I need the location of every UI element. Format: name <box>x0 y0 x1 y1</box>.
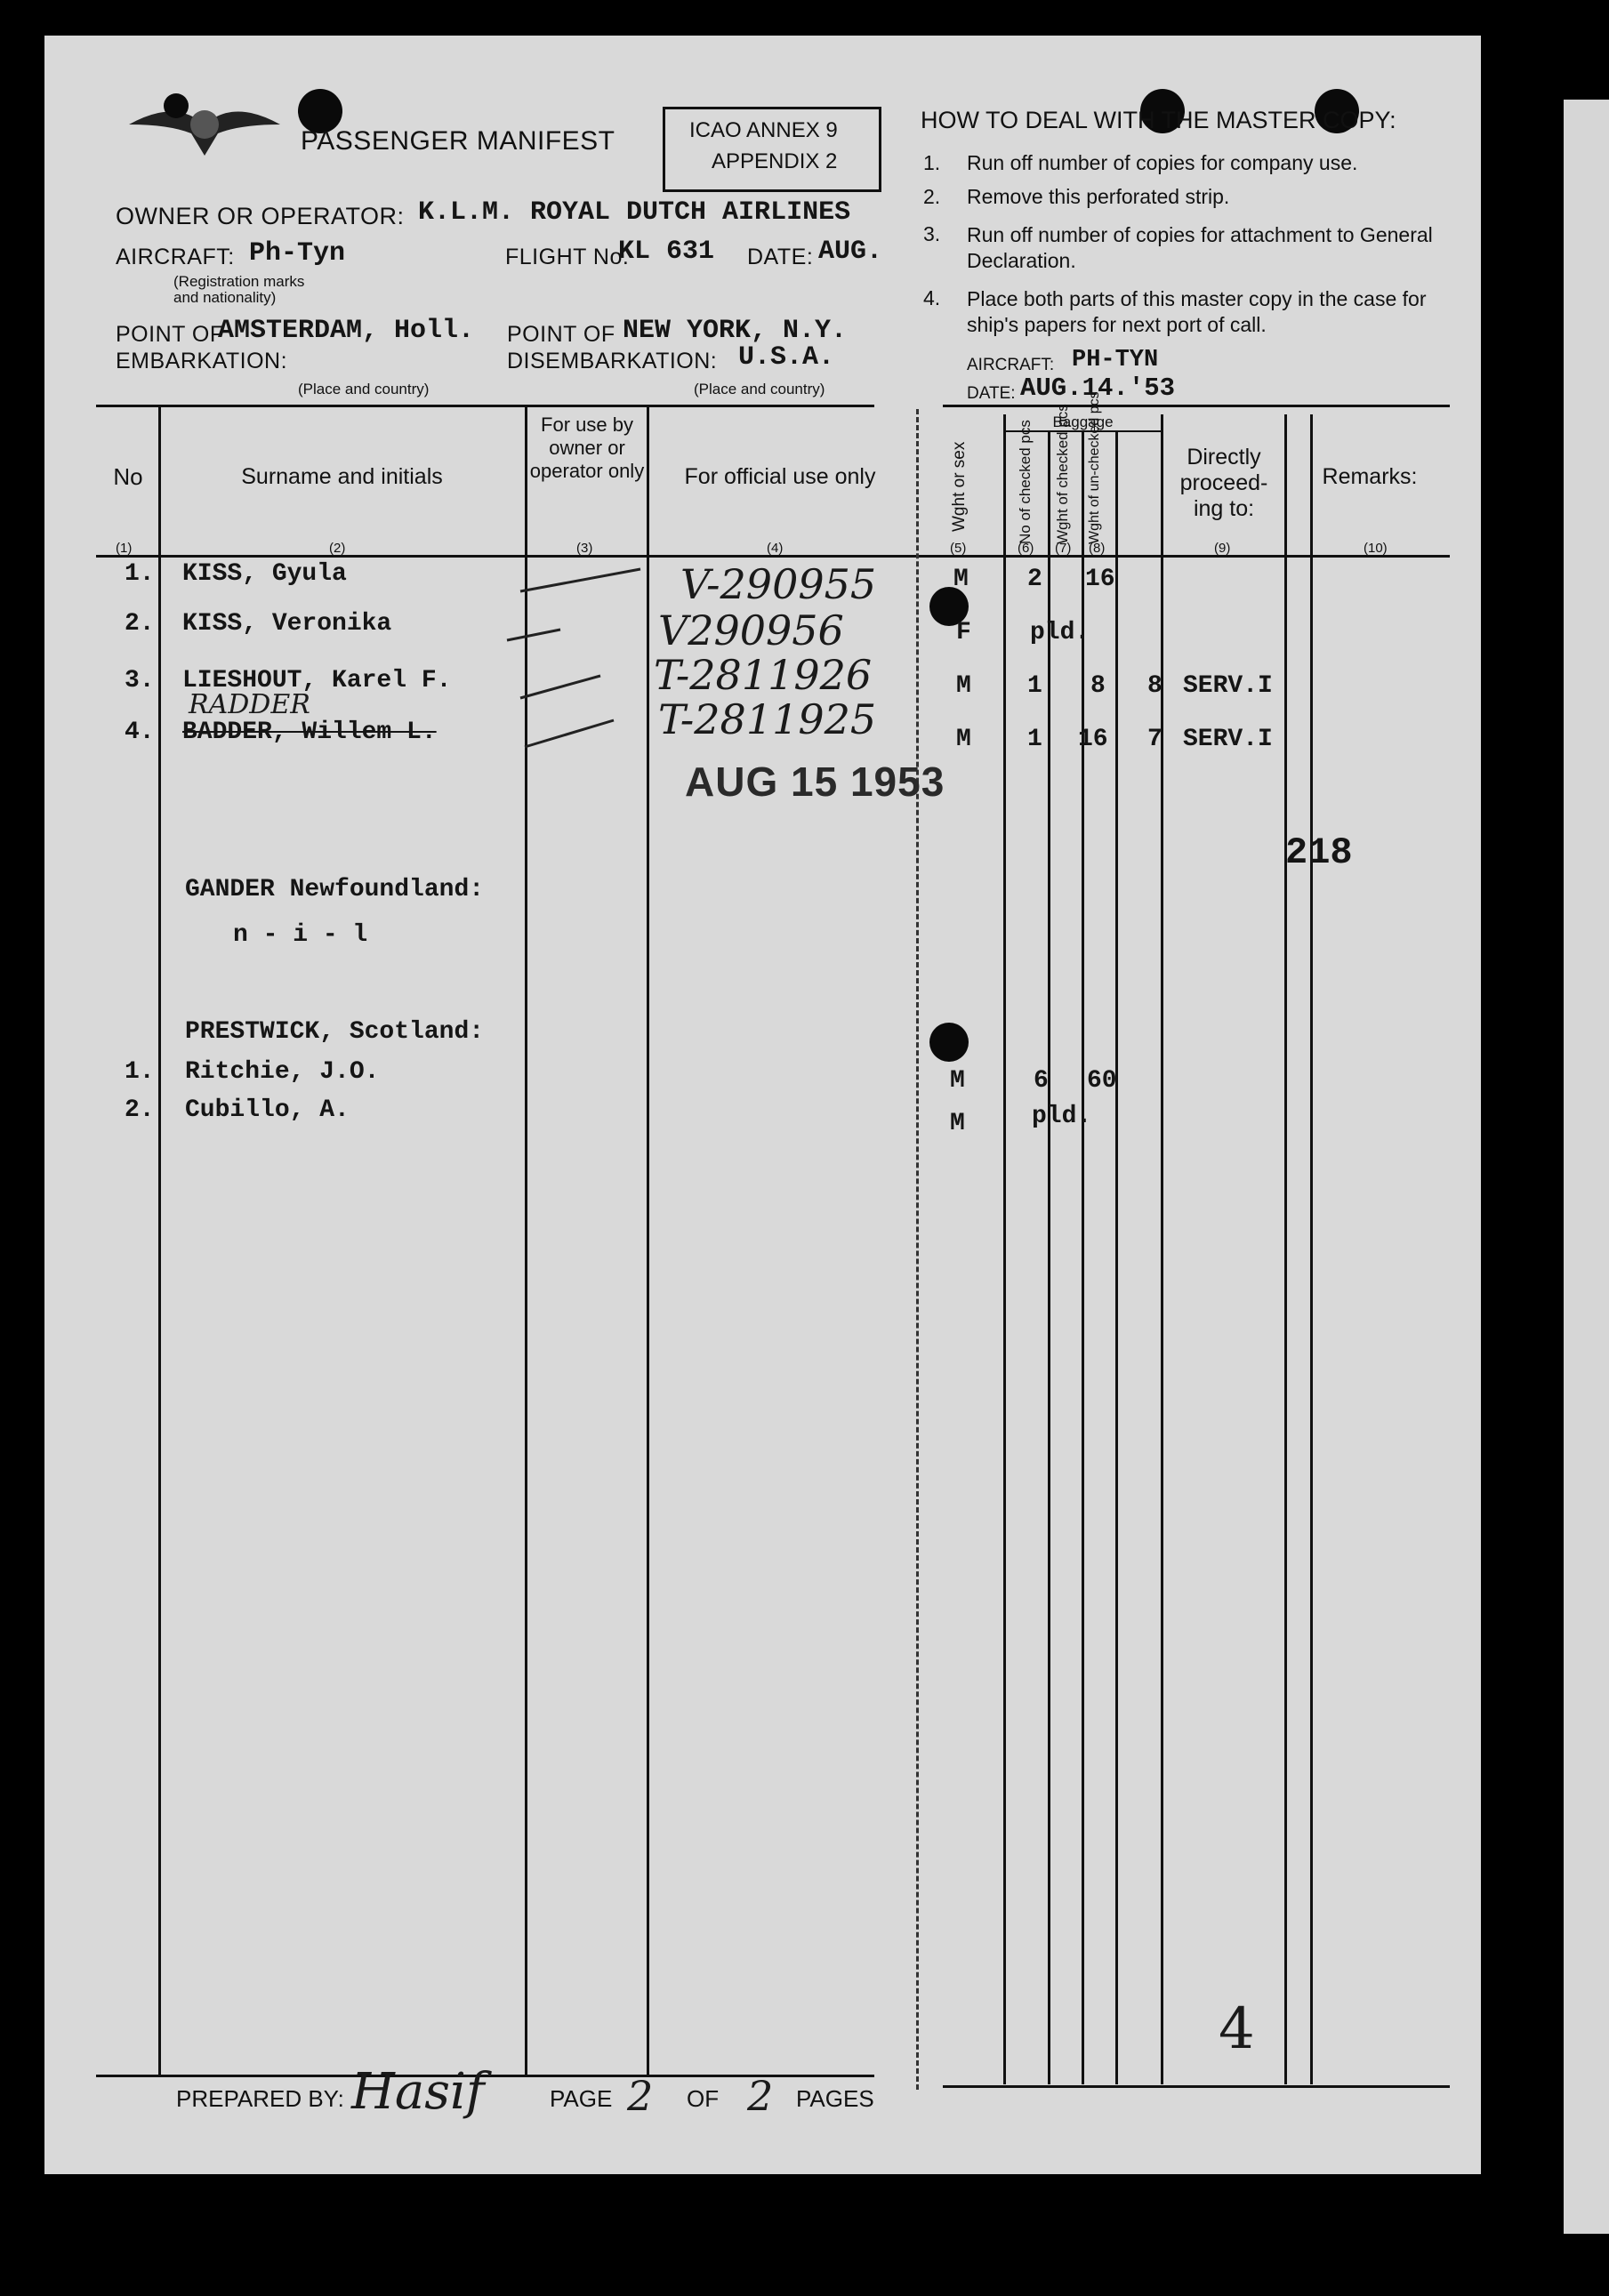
header-checked-pcs: No of checked pcs <box>1017 420 1034 544</box>
perforation-line <box>916 409 919 2090</box>
manifest-title: PASSENGER MANIFEST <box>301 126 615 156</box>
prestwick-row-name: Ritchie, J.O. <box>185 1058 380 1086</box>
row-official-number: V-290955 <box>680 560 877 608</box>
remark-number: 218 <box>1285 831 1353 874</box>
instruction-text: Remove this perforated strip. <box>967 185 1230 208</box>
embark-sublabel: (Place and country) <box>298 381 430 397</box>
col-divider <box>1082 430 1084 2084</box>
header-official: For official use only <box>684 464 876 489</box>
perforated-strip <box>1564 100 1609 2234</box>
prestwick-row-sex: M <box>950 1110 965 1137</box>
row-checked-pcs: 2 <box>1027 566 1042 593</box>
strip-aircraft-value: PH-TYN <box>1072 347 1159 373</box>
prestwick-row-pcs: pld. <box>1032 1103 1092 1130</box>
disembark-sublabel: (Place and country) <box>694 381 825 397</box>
row-no: 2. <box>125 610 155 638</box>
row-sex: F <box>956 619 971 646</box>
col-divider <box>1161 414 1163 2084</box>
row-official-number: T-2811925 <box>658 695 877 743</box>
disembark-value: NEW YORK, N.Y. <box>623 316 848 346</box>
icao-appendix-label: APPENDIX 2 <box>712 149 838 173</box>
row-official-number: T-2811926 <box>654 651 873 699</box>
flight-value: KL 631 <box>618 237 715 267</box>
owner-column-marks <box>498 551 658 756</box>
row-unchecked-wght: 7 <box>1147 726 1163 753</box>
instructions-heading: HOW TO DEAL WITH THE MASTER COPY: <box>921 107 1396 133</box>
pages-label: PAGES <box>796 2085 874 2112</box>
row-unchecked-wght: 8 <box>1147 672 1163 700</box>
row-checked-pcs: pld. <box>1030 619 1090 646</box>
col-number: (1) <box>116 541 133 556</box>
strip-date-label: DATE: <box>967 384 1016 403</box>
col-number: (10) <box>1364 541 1388 556</box>
strip-date-value: AUG.14.'53 <box>1020 373 1176 403</box>
row-name: BADDER, Willem L. <box>182 719 437 746</box>
aircraft-label: AIRCRAFT: <box>116 245 235 269</box>
col-divider <box>158 405 161 2075</box>
header-owner-use: For use by owner or operator only <box>529 413 645 482</box>
row-checked-pcs: 1 <box>1027 672 1042 700</box>
disembark-label-2: DISEMBARKATION: <box>507 349 718 373</box>
date-label: DATE: <box>747 245 814 269</box>
row-name: KISS, Veronika <box>182 610 392 638</box>
row-sex: M <box>956 672 971 700</box>
prestwick-row-wght: 60 <box>1087 1067 1117 1095</box>
header-directly: Directly proceed-ing to: <box>1179 445 1268 521</box>
aircraft-value: Ph-Tyn <box>249 238 346 269</box>
col-number: (6) <box>1018 541 1034 556</box>
table-top-rule-right <box>943 405 1450 407</box>
header-checked-wght: Wght of checked pcs <box>1054 404 1071 544</box>
table-top-rule <box>96 405 874 407</box>
strip-aircraft-label: AIRCRAFT: <box>967 356 1055 374</box>
row-checked-pcs: 1 <box>1027 726 1042 753</box>
icao-annex-label: ICAO ANNEX 9 <box>689 118 838 142</box>
row-sex: M <box>953 566 969 593</box>
table-bottom-rule-right <box>943 2085 1450 2088</box>
total-pages: 2 <box>747 2072 774 2120</box>
col-number: (3) <box>576 541 593 556</box>
col-number: (4) <box>767 541 784 556</box>
instruction-text: Place both parts of this master copy in the case for ship's papers for next port of call. <box>967 287 1427 336</box>
embark-label-2: EMBARKATION: <box>116 349 288 373</box>
row-name: LIESHOUT, Karel F. <box>182 667 452 694</box>
instruction-num: 2. <box>923 185 941 208</box>
preparer-signature: Hasif <box>351 2063 485 2121</box>
col-divider <box>1310 414 1313 2084</box>
flight-label: FLIGHT No. <box>505 245 630 269</box>
instruction-num: 3. <box>923 222 941 245</box>
col-number: (2) <box>329 541 346 556</box>
col-divider <box>1115 430 1118 2084</box>
gander-line: GANDER Newfoundland: <box>185 876 485 903</box>
received-date-stamp: AUG 15 1953 <box>685 759 945 805</box>
row-checked-wght: 16 <box>1085 566 1115 593</box>
col-number: (9) <box>1214 541 1231 556</box>
row-name: KISS, Gyula <box>182 560 347 588</box>
instruction-num: 4. <box>923 286 941 309</box>
row-no: 1. <box>125 560 155 588</box>
col-number: (8) <box>1089 541 1106 556</box>
row-sex: M <box>956 726 971 753</box>
row-directly: SERV.I <box>1183 726 1273 753</box>
row-no: 3. <box>125 667 155 694</box>
page-number: 2 <box>627 2072 654 2120</box>
prestwick-row-sex: M <box>950 1067 965 1095</box>
prestwick-row-pcs: 6 <box>1034 1067 1049 1095</box>
col-number: (7) <box>1055 541 1072 556</box>
col-divider <box>1003 414 1006 2084</box>
page-label: PAGE <box>550 2085 613 2112</box>
klm-logo-icon <box>125 84 285 165</box>
prestwick-row-no: 2. <box>125 1096 155 1124</box>
disembark-label: POINT OF <box>507 322 615 347</box>
embark-value: AMSTERDAM, Holl. <box>218 316 475 346</box>
col-number: (5) <box>950 541 967 556</box>
owner-value: K.L.M. ROYAL DUTCH AIRLINES <box>418 197 851 228</box>
prestwick-line: PRESTWICK, Scotland: <box>185 1018 485 1046</box>
row-official-number: V290956 <box>658 606 844 654</box>
prepared-by-label: PREPARED BY: <box>176 2085 344 2112</box>
row-directly: SERV.I <box>1183 672 1273 700</box>
row-no: 4. <box>125 719 155 746</box>
instruction-text: Run off number of copies for attachment to General Declaration. <box>967 223 1433 272</box>
row-checked-wght: 16 <box>1078 726 1108 753</box>
disembark-value-country: U.S.A. <box>738 342 835 373</box>
owner-label: OWNER OR OPERATOR: <box>116 203 405 229</box>
name-correction: RADDER <box>189 689 310 720</box>
col-divider <box>1284 414 1287 2084</box>
prestwick-row-name: Cubillo, A. <box>185 1096 350 1124</box>
header-no: No <box>113 463 143 490</box>
aircraft-sublabel: (Registration marks and nationality) <box>173 273 305 306</box>
row-checked-wght: 8 <box>1090 672 1106 700</box>
date-value: AUG. <box>818 237 883 267</box>
header-unchecked-wght: Wght of un-checked pcs <box>1087 391 1102 544</box>
corner-mark: 4 <box>1219 1996 1255 2062</box>
header-baggage: Baggage <box>1052 413 1114 430</box>
instruction-text: Run off number of copies for company use. <box>967 151 1358 174</box>
instruction-num: 1. <box>923 151 941 174</box>
prestwick-row-no: 1. <box>125 1058 155 1086</box>
punch-hole <box>929 1023 969 1062</box>
of-label: OF <box>687 2085 720 2112</box>
embark-label: POINT OF <box>116 322 224 347</box>
header-remarks: Remarks: <box>1322 464 1418 489</box>
col-divider <box>1048 430 1050 2084</box>
header-sex: Wght or sex <box>950 441 969 532</box>
header-surname: Surname and initials <box>241 464 443 489</box>
gander-nil: n - i - l <box>233 921 368 949</box>
